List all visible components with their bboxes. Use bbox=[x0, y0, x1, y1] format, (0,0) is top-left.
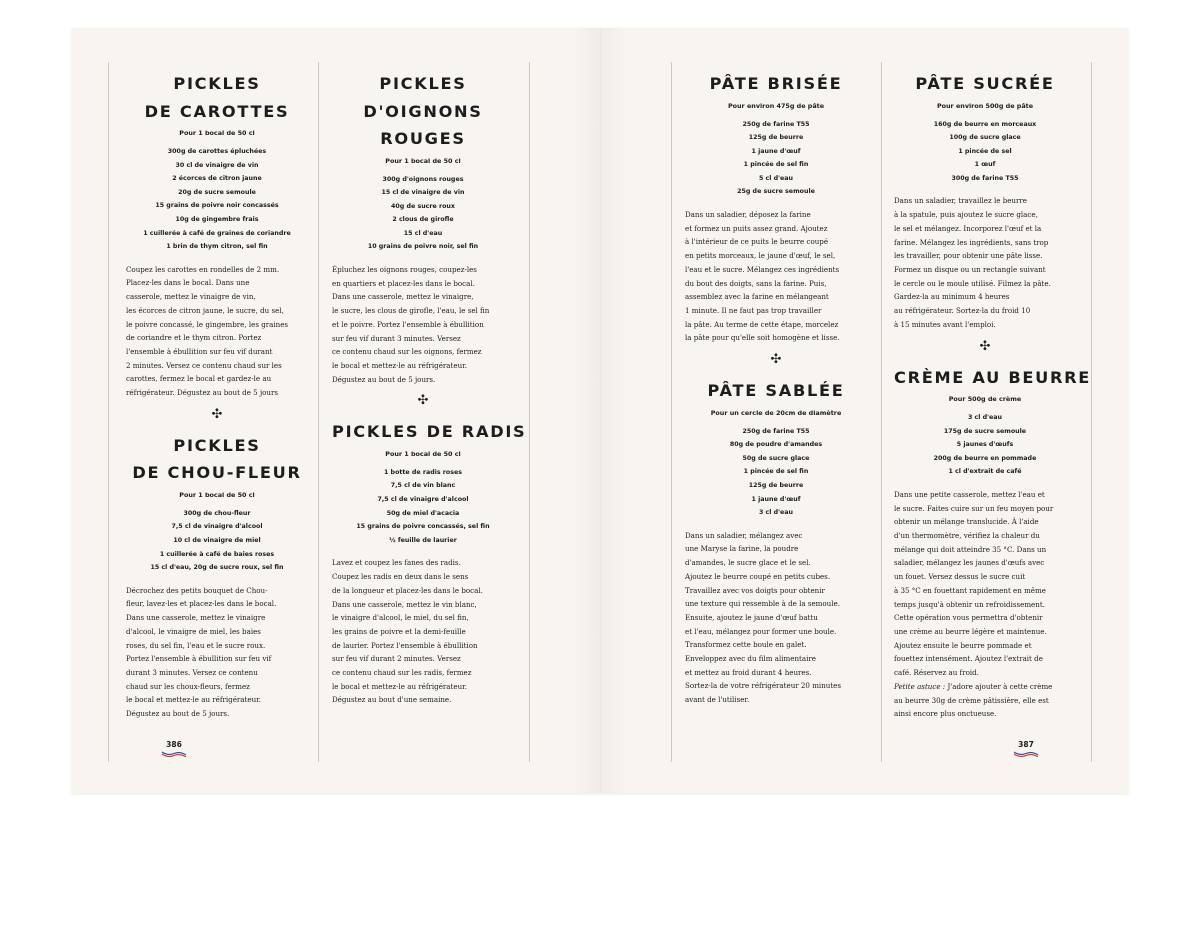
title-line: PÂTE BRISÉE bbox=[709, 74, 843, 93]
column-rule bbox=[108, 62, 109, 762]
ingredient: 100g de sucre glace bbox=[949, 134, 1021, 142]
recipe-yield: Pour 1 bocal de 50 cl bbox=[385, 156, 461, 165]
ingredient: 300g de chou-fleur bbox=[183, 509, 251, 517]
page-number: 386 bbox=[166, 740, 182, 749]
book-gutter bbox=[600, 28, 601, 793]
ingredient: 15 grains de poivre noir concassés bbox=[155, 202, 279, 210]
recipe-yield: Pour un cercle de 20cm de diamètre bbox=[710, 408, 842, 417]
ornament-divider-icon: ✣ bbox=[211, 406, 223, 422]
ingredient: 125g de beurre bbox=[748, 481, 804, 489]
ingredient: 2 clous de girofle bbox=[392, 216, 454, 224]
recipe-method bbox=[894, 488, 1076, 721]
ingredient: 3 cl d'eau bbox=[758, 509, 794, 517]
recipe-title bbox=[332, 418, 527, 446]
recipe-pate-brisee bbox=[685, 70, 867, 345]
ingredient: 1 pincée de sel fin bbox=[743, 161, 809, 169]
ingredient: 200g de beurre en pommade bbox=[933, 454, 1037, 462]
recipe-method: Épluchez les oignons rouges, coupez-les en quartiers et placez-les dans le bocal. Dans une casserole, mettez le vinaigre, le sucre, les clous de girofle, l'eau, le sel fin et le poivre. Portez l'ensemble à ébullition sur feu vif durant 3 minutes. Versez ce contenu chaud sur les oignons, fermez le bocal et mettez-le au réfrigérateur. Dégustez au bout de 5 jours. bbox=[332, 265, 490, 384]
ingredient: 50g de miel d'acacia bbox=[386, 509, 460, 517]
page-number-right bbox=[1006, 740, 1046, 757]
ingredient-list bbox=[126, 145, 308, 254]
tip-label: Petite astuce : bbox=[894, 681, 946, 691]
ingredient: 3 cl d'eau bbox=[967, 414, 1003, 421]
ingredient: 5 jaunes d'œufs bbox=[956, 441, 1014, 449]
book-spread bbox=[72, 28, 1128, 793]
title-line: D'OIGNONS bbox=[363, 101, 483, 121]
recipe-title bbox=[332, 70, 514, 153]
ingredient: 7,5 cl de vinaigre d'alcool bbox=[171, 523, 263, 531]
column-rule bbox=[671, 62, 672, 762]
title-line: PICKLES bbox=[379, 74, 467, 93]
right-page-column-1 bbox=[685, 70, 867, 707]
recipe-pickles-radis bbox=[332, 418, 527, 707]
ingredient-list bbox=[685, 425, 867, 520]
ingredient: 10g de gingembre frais bbox=[175, 215, 259, 223]
recipe-title bbox=[685, 377, 867, 405]
recipe-method: Dans un saladier, travaillez le beurre à la spatule, puis ajoutez le sucre glace, le sel et mélangez. Incorporez l'œuf et la farine. Mélangez les ingrédients, sans trop les travailler, pour obtenir une pâte lisse. Formez un disque ou un rectangle suivant le cercle ou le moule utilisé. Filmez la pâte. Gardez-la au minimum 4 heures au réfrigérateur. Sortez-la du froid 10 à 15 minutes avant l'emploi. bbox=[894, 196, 1051, 329]
recipe-title bbox=[894, 364, 1092, 392]
ingredient: 15 grains de poivre concassés, sel fin bbox=[356, 523, 490, 531]
ingredient: 250g de farine T55 bbox=[742, 120, 810, 128]
column-rule bbox=[1091, 62, 1092, 762]
ingredient: 10 cl de vinaigre de miel bbox=[173, 536, 261, 544]
recipe-pate-sablee bbox=[685, 377, 867, 707]
ingredient: 160g de beurre en morceaux bbox=[933, 120, 1037, 128]
ingredient: 1 œuf bbox=[974, 161, 996, 169]
left-page-column-1 bbox=[126, 70, 308, 721]
ingredient: 7,5 cl de vin blanc bbox=[390, 482, 456, 490]
recipe-yield: Pour environ 500g de pâte bbox=[936, 101, 1034, 110]
ingredient: 20g de sucre semoule bbox=[178, 188, 256, 196]
recipe-yield: Pour 500g de crème bbox=[948, 395, 1022, 403]
ingredient: 10 grains de poivre noir, sel fin bbox=[367, 243, 479, 251]
ingredient-list bbox=[685, 118, 867, 200]
ingredient: 25g de sucre semoule bbox=[737, 188, 815, 196]
ingredient-list bbox=[894, 118, 1076, 186]
ingredient: 1 cuillerée à café de baies roses bbox=[159, 550, 275, 558]
ingredient: 15 cl d'eau, 20g de sucre roux, sel fin bbox=[150, 564, 284, 572]
ornament-divider-icon: ✣ bbox=[979, 338, 991, 354]
ingredient: 250g de farine T55 bbox=[742, 427, 810, 435]
ingredient: 1 jaune d'œuf bbox=[751, 147, 801, 155]
recipe-method: Dans un saladier, déposez la farine et formez un puits assez grand. Ajoutez à l'intérieur de ce puits le beurre coupé en petits morceaux, le jaune d'œuf, le sel, l'eau et le sucre. Mélangez ces ingrédients du bout des doigts, sans la farine. Puis, assemblez avec la farine en mélangeant 1 minute. Il ne faut pas trop travailler la pâte. Au terme de cette étape, morcelez la pâte pour qu'elle soit homogène et lisse. bbox=[685, 210, 840, 343]
recipe-pickles-oignons-rouges bbox=[332, 70, 514, 386]
ingredient: 125g de beurre bbox=[748, 134, 804, 142]
ingredient: 175g de sucre semoule bbox=[943, 427, 1027, 435]
recipe-yield: Pour 1 bocal de 50 cl bbox=[385, 449, 461, 458]
tricolor-ribbon-icon bbox=[1013, 751, 1039, 757]
column-rule bbox=[318, 62, 319, 762]
recipe-yield: Pour environ 475g de pâte bbox=[727, 101, 825, 110]
ingredient: 300g de farine T55 bbox=[951, 174, 1019, 182]
left-page-column-2 bbox=[332, 70, 527, 707]
title-line: PICKLES DE RADIS bbox=[332, 422, 527, 442]
ingredient: 30 cl de vinaigre de vin bbox=[175, 161, 259, 169]
recipe-pate-sucree bbox=[894, 70, 1076, 332]
recipe-yield: Pour 1 bocal de 50 cl bbox=[179, 490, 255, 499]
title-line: DE CHOU-FLEUR bbox=[132, 463, 302, 483]
ingredient: 7,5 cl de vinaigre d'alcool bbox=[377, 496, 469, 504]
ingredient: 50g de sucre glace bbox=[742, 454, 810, 462]
column-rule bbox=[881, 62, 882, 762]
recipe-pickles-carottes bbox=[126, 70, 308, 400]
ingredient: 1 pincée de sel bbox=[958, 147, 1012, 155]
title-line: ROUGES bbox=[380, 129, 466, 148]
ingredient-list bbox=[126, 507, 308, 575]
recipe-method: Décrochez des petits bouquet de Chou- fleur, lavez-les et placez-les dans le bocal. Dans une casserole, mettez le vinaigre d'alcool, le vinaigre de miel, les baies roses, du sel fin, l'eau et le sucre roux. Portez l'ensemble à ébullition sur feu vif durant 3 minutes. Versez ce contenu chaud sur les choux-fleurs, fermez le bocal et mettez-le au réfrigérateur. Dégustez au bout de 5 jours. bbox=[126, 585, 277, 719]
ingredient: 300g de carottes épluchées bbox=[167, 148, 267, 155]
title-line: PÂTE SABLÉE bbox=[707, 381, 845, 401]
recipe-method: Lavez et coupez les fanes des radis. Coupez les radis en deux dans le sens de la longueur et placez-les dans le bocal. Dans une casserole, mettez le vin blanc, le vinaigre d'alcool, le miel, du sel fin, les grains de poivre et la demi-feuille de laurier. Portez l'ensemble à ébullition sur feu vif durant 2 minutes. Versez ce contenu chaud sur les radis, fermez le bocal et mettez-le au réfrigérateur. Dégustez au bout d'une semaine. bbox=[332, 558, 483, 705]
ornament-divider-icon: ✣ bbox=[770, 352, 782, 368]
ingredient: 80g de poudre d'amandes bbox=[729, 441, 823, 449]
ingredient: 15 cl d'eau bbox=[403, 229, 443, 237]
ingredient: 1 cl d'extrait de café bbox=[948, 468, 1022, 476]
column-rule bbox=[529, 62, 530, 762]
recipe-pickles-chou-fleur bbox=[126, 432, 308, 721]
recipe-title bbox=[685, 70, 867, 98]
ingredient: ½ feuille de laurier bbox=[389, 536, 457, 544]
page-number: 387 bbox=[1018, 740, 1034, 749]
recipe-title bbox=[126, 432, 308, 487]
recipe-title bbox=[126, 70, 308, 125]
ingredient: 40g de sucre roux bbox=[391, 202, 455, 210]
ingredient-list bbox=[332, 466, 514, 548]
ingredient: 1 jaune d'œuf bbox=[751, 495, 801, 503]
page-number-left bbox=[154, 740, 194, 757]
tip-text: J'adore ajouter à cette crème au beurre 30g de crème pâtissière, elle est ainsi encore plus onctueuse. bbox=[894, 681, 1053, 719]
ingredient: 2 écorces de citron jaune bbox=[172, 175, 262, 183]
ingredient: 15 cl de vinaigre de vin bbox=[381, 189, 465, 197]
right-page-column-2 bbox=[894, 70, 1092, 721]
method-text: Dans une petite casserole, mettez l'eau et le sucre. Faites cuire sur un feu moyen pour obtenir un mélange translucide. À l'aide d'un thermomètre, vérifiez la chaleur du mélange qui doit atteindre 35 °C. Dans un saladier, mélangez les jaunes d'œufs avec un fouet. Versez dessus le sucre cuit à 35 °C en fouettant rapidement en même temps jusqu'à obtenir un refroidissement. Cette opération vous permettra d'obtenir une crème au beurre légère et maintenue. Ajoutez ensuite le beurre pommade et fouettez intensément. Ajoutez l'extrait de café. Réservez au froid. bbox=[894, 489, 1054, 678]
ingredient: 1 botte de radis roses bbox=[383, 468, 463, 476]
title-line: PICKLES bbox=[173, 435, 261, 455]
recipe-method: Coupez les carottes en rondelles de 2 mm. Placez-les dans le bocal. Dans une casserole, mettez le vinaigre de vin, les écorces de citron jaune, le sucre, du sel, le poivre concassé, le gingembre, les graines de coriandre et le thym citron. Portez l'ensemble à ébullition sur feu vif durant 2 minutes. Versez ce contenu chaud sur les carottes, fermez le bocal et gardez-le au réfrigérateur. Dégustez au bout de 5 jours bbox=[126, 264, 289, 398]
recipe-yield: Pour 1 bocal de 50 cl bbox=[179, 129, 255, 137]
title-line: PICKLES bbox=[173, 74, 261, 93]
ingredient-list bbox=[332, 173, 514, 255]
ingredient: 300g d'oignons rouges bbox=[382, 175, 464, 183]
title-line: PÂTE SUCRÉE bbox=[915, 74, 1055, 93]
tricolor-ribbon-icon bbox=[161, 751, 187, 757]
recipe-method: Dans un saladier, mélangez avec une Maryse la farine, la poudre d'amandes, le sucre glace et le sel. Ajoutez le beurre coupé en petits cubes. Travaillez avec vos doigts pour obtenir une texture qui ressemble à de la semoule. Ensuite, ajoutez le jaune d'œuf battu et l'eau, mélangez pour former une boule. Transformez cette boule en galet. Enveloppez avec du film alimentaire et mettez au froid durant 4 heures. Sortez-la de votre réfrigérateur 20 minutes avant de l'utiliser. bbox=[685, 530, 842, 705]
ingredient: 1 cuillerée à café de graines de coriandre bbox=[143, 229, 291, 237]
ingredient-list bbox=[894, 411, 1076, 479]
ingredient: 1 pincée de sel fin bbox=[743, 468, 809, 476]
ingredient: 5 cl d'eau bbox=[758, 174, 794, 182]
ornament-divider-icon: ✣ bbox=[417, 393, 429, 409]
recipe-title bbox=[894, 70, 1076, 98]
title-line: DE CAROTTES bbox=[144, 101, 290, 121]
title-line: CRÈME AU BEURRE bbox=[894, 367, 1092, 387]
recipe-creme-au-beurre bbox=[894, 364, 1092, 721]
ingredient: 1 brin de thym citron, sel fin bbox=[166, 243, 268, 251]
